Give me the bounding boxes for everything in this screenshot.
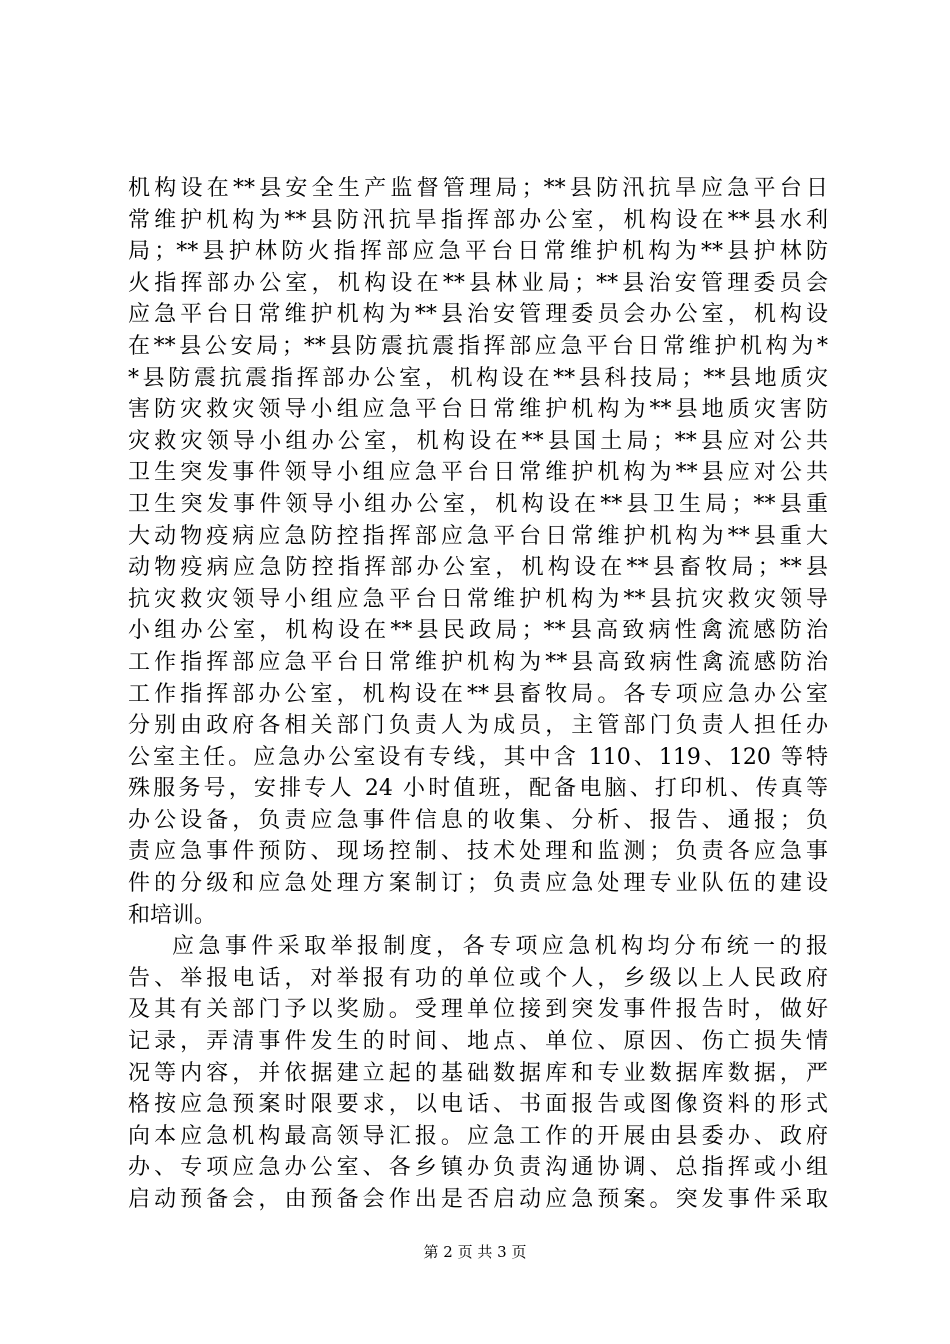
text-line: 机构设在**县安全生产监督管理局；**县防汛抗旱应急平台日 xyxy=(128,176,828,201)
text-line: 向本应急机构最高领导汇报。应急工作的开展由县委办、政府 xyxy=(128,1123,828,1149)
body-text xyxy=(128,173,828,1216)
text-line: 启动预备会，由预备会作出是否启动应急预案。突发事件采取 xyxy=(128,1187,828,1212)
text-line: 告、举报电话，对举报有功的单位或个人，乡级以上人民政府 xyxy=(128,965,828,991)
text-line: 灾救灾领导小组办公室，机构设在**县国土局；**县应对公共 xyxy=(128,428,828,454)
text-line: 常维护机构为**县防汛抗旱指挥部办公室，机构设在**县水利 xyxy=(128,207,828,233)
text-line: 公室主任。应急办公室设有专线，其中含 110、119、120 等特 xyxy=(128,744,828,770)
text-line: *县防震抗震指挥部办公室，机构设在**县科技局；**县地质灾 xyxy=(128,365,828,391)
text-line: 害防灾救灾领导小组应急平台日常维护机构为**县地质灾害防 xyxy=(128,397,828,423)
text-line: 殊服务号，安排专人 24 小时值班，配备电脑、打印机、传真等 xyxy=(128,776,828,802)
text-line: 抗灾救灾领导小组应急平台日常维护机构为**县抗灾救灾领导 xyxy=(128,586,828,612)
text-line: 工作指挥部应急平台日常维护机构为**县高致病性禽流感防治 xyxy=(128,649,828,675)
text-line: 在**县公安局；**县防震抗震指挥部应急平台日常维护机构为* xyxy=(128,333,828,359)
text-line: 火指挥部办公室，机构设在**县林业局；**县治安管理委员会 xyxy=(128,270,828,296)
text-line: 应急事件采取举报制度，各专项应急机构均分布统一的报 xyxy=(172,934,828,960)
text-line: 况等内容，并依据建立起的基础数据库和专业数据库数据，严 xyxy=(128,1060,828,1086)
text-line: 大动物疫病应急防控指挥部应急平台日常维护机构为**县重大 xyxy=(128,523,828,549)
text-line: 工作指挥部办公室，机构设在**县畜牧局。各专项应急办公室 xyxy=(128,681,828,707)
text-line: 动物疫病应急防控指挥部办公室，机构设在**县畜牧局；**县 xyxy=(128,555,828,581)
text-line: 小组办公室，机构设在**县民政局；**县高致病性禽流感防治 xyxy=(128,618,828,644)
text-line: 记录，弄清事件发生的时间、地点、单位、原因、伤亡损失情 xyxy=(128,1029,828,1055)
text-line: 分别由政府各相关部门负责人为成员，主管部门负责人担任办 xyxy=(128,713,828,739)
text-line: 件的分级和应急处理方案制订；负责应急处理专业队伍的建设 xyxy=(128,871,828,897)
text-line: 责应急事件预防、现场控制、技术处理和监测；负责各应急事 xyxy=(128,839,828,865)
text-line: 办、专项应急办公室、各乡镇办负责沟通协调、总指挥或小组 xyxy=(128,1155,828,1181)
text-line: 和培训。 xyxy=(128,902,217,928)
text-line: 格按应急预案时限要求，以电话、书面报告或图像资料的形式 xyxy=(128,1092,828,1118)
text-line: 应急平台日常维护机构为**县治安管理委员会办公室，机构设 xyxy=(128,302,828,328)
text-line: 卫生突发事件领导小组应急平台日常维护机构为**县应对公共 xyxy=(128,460,828,486)
text-line: 办公设备，负责应急事件信息的收集、分析、报告、通报；负 xyxy=(128,807,828,833)
page-number-footer: 第 2 页 共 3 页 xyxy=(423,1243,527,1261)
text-line: 及其有关部门予以奖励。受理单位接到突发事件报告时，做好 xyxy=(128,997,828,1023)
text-line: 卫生突发事件领导小组办公室，机构设在**县卫生局；**县重 xyxy=(128,491,828,517)
text-line: 局；**县护林防火指挥部应急平台日常维护机构为**县护林防 xyxy=(128,239,828,265)
